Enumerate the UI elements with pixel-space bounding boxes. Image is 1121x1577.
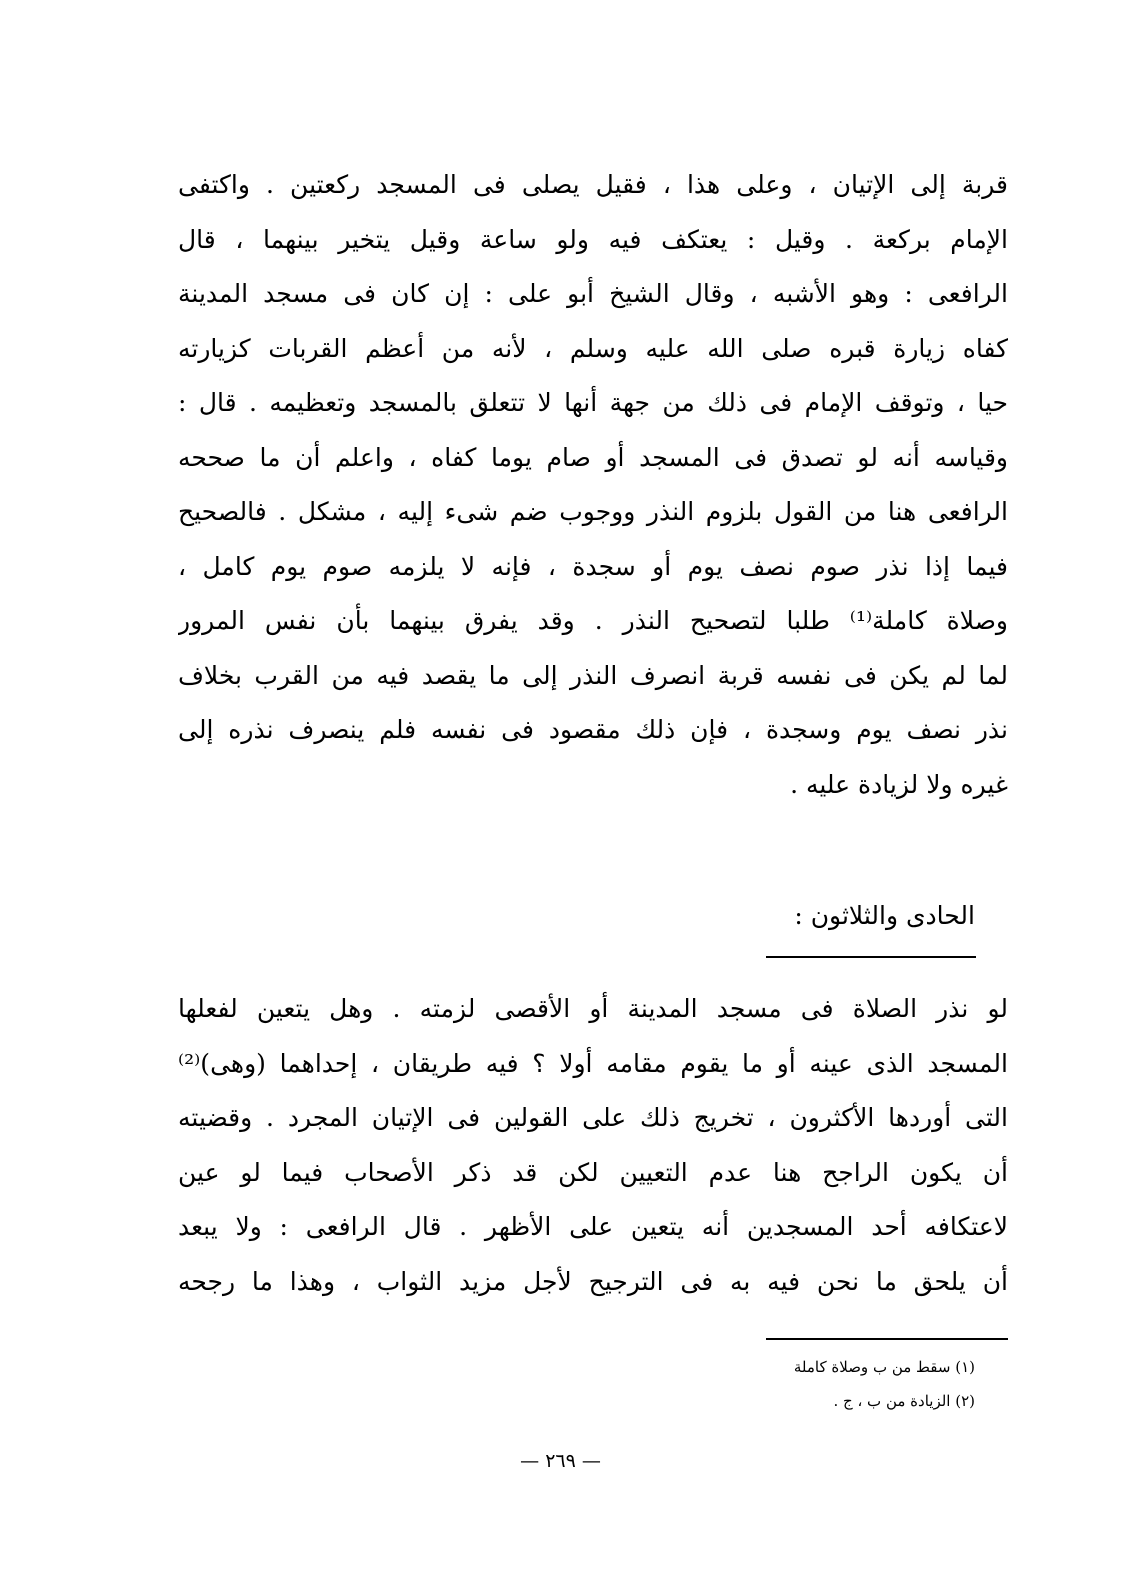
text-line: غيره ولا لزيادة عليه . [790, 769, 1008, 799]
text-line: وصلاة كاملة⁽¹⁾ طلبا لتصحيح النذر . وقد يفرق بينهما بأن نفس المرور [178, 606, 1008, 635]
text-line: الرافعى هنا من القول بلزوم النذر ووجوب ضم شىء إليه ، مشكل . فالصحيح [178, 497, 1008, 526]
text-line: أن يلحق ما نحن فيه به فى الترجيح لأجل مزيد الثواب ، وهذا ما رجحه [178, 1266, 1008, 1296]
paragraph-main [178, 158, 1008, 812]
text-line: الرافعى : وهو الأشبه ، وقال الشيخ أبو على : إن كان فى مسجد المدينة [178, 279, 1008, 308]
text-line: لما لم يكن فى نفسه قربة انصرف النذر إلى ما يقصد فيه من القرب بخلاف [178, 660, 1008, 690]
text-line: التى أوردها الأكثرون ، تخريج ذلك على القولين فى الإتيان المجرد . وقضيته [178, 1103, 1008, 1132]
text-line: وقياسه أنه لو تصدق فى المسجد أو صام يوما كفاه ، واعلم أن ما صححه [178, 442, 1008, 472]
text-line: حيا ، وتوقف الإمام فى ذلك من جهة أنها لا تتعلق بالمسجد وتعظيمه . قال : [178, 388, 1008, 417]
section-heading: الحادى والثلاثون : [794, 901, 975, 930]
text-line: أن يكون الراجح هنا عدم التعيين لكن قد ذكر الأصحاب فيما لو عين [178, 1157, 1008, 1187]
text-line: نذر نصف يوم وسجدة ، فإن ذلك مقصود فى نفسه فلم ينصرف نذره إلى [178, 715, 1008, 744]
text-line: الإمام بركعة . وقيل : يعتكف فيه ولو ساعة وقيل يتخير بينهما ، قال [178, 224, 1008, 254]
text-line: لاعتكافه أحد المسجدين أنه يتعين على الأظهر . قال الرافعى : ولا يبعد [178, 1212, 1008, 1241]
footnote: (٢) الزيادة من ب ، ج . [833, 1392, 975, 1410]
text-line: كفاه زيارة قبره صلى الله عليه وسلم ، لأنه من أعظم القربات كزيارته [178, 333, 1008, 363]
text-line: قربة إلى الإتيان ، وعلى هذا ، فقيل يصلى فى المسجد ركعتين . واكتفى [178, 170, 1008, 199]
footnote: (١) سقط من ب وصلاة كاملة [793, 1358, 975, 1376]
footnotes [794, 1350, 975, 1418]
text-line: لو نذر الصلاة فى مسجد المدينة أو الأقصى لزمته . وهل يتعين لفعلها [178, 994, 1008, 1023]
text-line: المسجد الذى عينه أو ما يقوم مقامه أولا ؟ فيه طريقان ، إحداهما (وهى)⁽²⁾ [178, 1048, 1008, 1078]
footnote-divider [766, 1338, 1008, 1340]
text-line: فيما إذا نذر صوم نصف يوم أو سجدة ، فإنه لا يلزمه صوم يوم كامل ، [178, 551, 1008, 581]
page-number: — ٢٦٩ — [520, 1450, 601, 1472]
heading-underline [766, 956, 976, 958]
paragraph-section [178, 982, 1008, 1309]
